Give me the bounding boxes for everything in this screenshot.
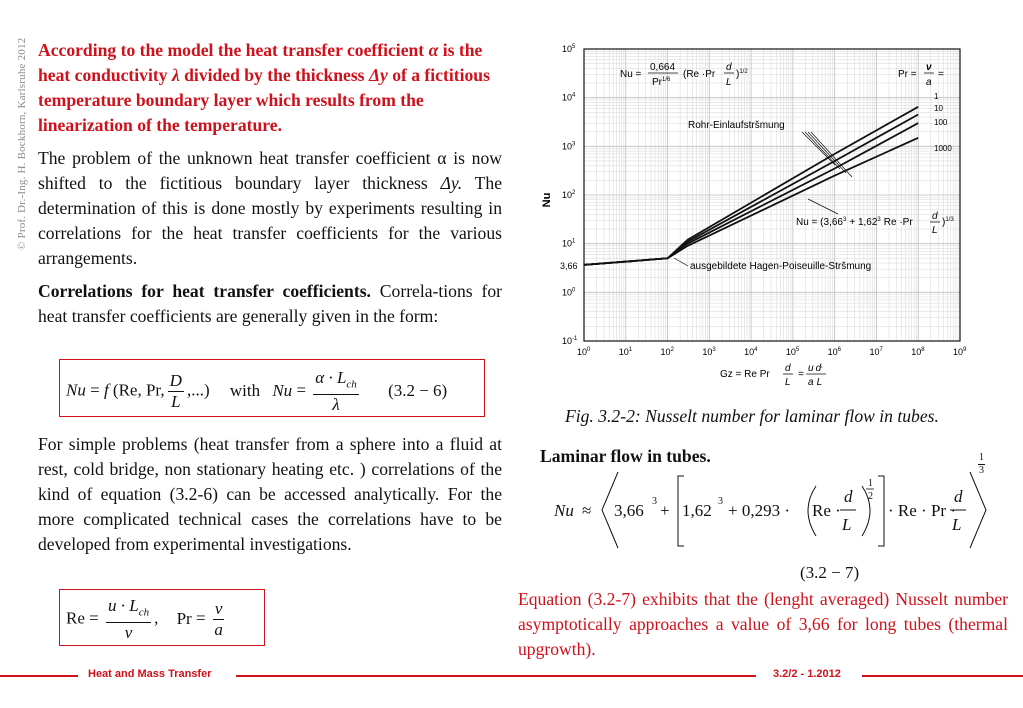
- re-den-nu: ν: [124, 623, 133, 643]
- x-tick-label: $10^1$: [618, 347, 633, 357]
- fb-exp: 1/3: [945, 217, 954, 223]
- y-axis-label: Nu: [541, 192, 553, 208]
- e7-plus1: +: [660, 501, 670, 520]
- laminar-title: Laminar flow in tubes.: [540, 446, 711, 466]
- eq-number-3-2-6: (3.2 − 6): [388, 380, 448, 400]
- e7-exponent-third: [978, 452, 985, 477]
- fb-cube1: 3: [842, 217, 847, 223]
- e7-approx: ≈: [582, 501, 592, 520]
- e7-half-den: 2: [868, 491, 873, 502]
- x-tick-label: $10^0$: [577, 347, 591, 357]
- frac-num-d: D: [169, 371, 182, 391]
- y-label-366: 3,66: [560, 261, 578, 271]
- e7-third-d: 3: [979, 465, 984, 476]
- e7-number: (3.2 − 7): [800, 563, 860, 582]
- lambda-symbol: λ: [171, 65, 180, 85]
- y-tick-label: $10^{-1}$: [562, 336, 578, 346]
- intro-text-2: is the heat conductivity: [38, 40, 483, 85]
- figure-caption: Fig. 3.2-2: Nusselt number for laminar flow in tubes.: [565, 406, 939, 426]
- annotation-rohr: Rohr-Einlaufstršmung: [688, 120, 785, 131]
- e7-third-n: 1: [979, 452, 984, 463]
- para1-text-c: The determination of this is done mostly by experiments resulting in correlations for the heat transfer coefficients for the various arrangements.: [38, 173, 503, 268]
- fraction-u-lch-over-nu: [106, 596, 151, 643]
- e7-162: 1,62: [682, 501, 712, 520]
- intro-paragraph: [38, 38, 502, 138]
- correlations-heading: Correlations for heat transfer coefficients.: [38, 281, 371, 301]
- x-axis-label: [720, 362, 826, 388]
- y-tick-label: $10^2$: [562, 190, 576, 200]
- re-equals: =: [89, 608, 99, 628]
- para1-text-a: The problem of the unknown heat transfer coefficient: [38, 148, 431, 168]
- pr-value-10: 10: [934, 104, 943, 113]
- equation-3-2-7: [548, 466, 1008, 586]
- ftd-exp: 1/6: [662, 77, 671, 83]
- pr-num-nu: ν: [214, 599, 223, 619]
- eq-nu-2: Nu: [272, 380, 293, 400]
- e7-cube1: 3: [652, 496, 657, 507]
- paragraph-boundary-layer: [38, 146, 502, 271]
- re-comma: ,: [154, 608, 159, 628]
- y-tick-label: $10^4$: [562, 92, 576, 103]
- x-tick-label: $10^4$: [744, 347, 758, 357]
- formula-top-rest: (Re ·Pr: [683, 69, 716, 80]
- frac-num-alpha-lch: [313, 368, 359, 395]
- intro-text-1: According to the model the heat transfer coefficient: [38, 40, 425, 60]
- fb-d: d: [932, 211, 938, 222]
- eq-f: f: [103, 380, 109, 400]
- y-tick-label: $10^1$: [562, 238, 576, 249]
- formula-top: [620, 62, 944, 88]
- x-l: L: [816, 377, 823, 388]
- x-d: d: [815, 363, 822, 374]
- footer-title: Heat and Mass Transfer: [88, 668, 212, 680]
- footer-line-middle: [236, 675, 756, 677]
- x-tick-label: $10^3$: [702, 347, 716, 357]
- paragraph-correlations: [38, 279, 502, 329]
- x-frac-l: L: [785, 377, 791, 388]
- para1-text-b: is now shifted to the fictitious boundary layer thickness: [38, 148, 502, 193]
- equation-box-3-2-6: [59, 359, 485, 417]
- x-a: a: [808, 377, 814, 388]
- eq-equals-2: =: [296, 380, 307, 400]
- pr-value-1: 1: [934, 92, 939, 101]
- e7-l2: L: [952, 515, 962, 534]
- hp-leader: [674, 258, 688, 266]
- svg-text:Nu =: Nu =: [620, 69, 642, 80]
- frac-den-lambda: λ: [332, 395, 340, 415]
- fb-a: Nu = (3,66: [796, 217, 843, 228]
- fb-text: [796, 217, 913, 228]
- intro-text-4: of a fictitious temperature boundary layer which results from the linearization of the temperature.: [38, 65, 490, 135]
- x-equals: =: [798, 369, 804, 380]
- re-num-text: u · L: [107, 596, 139, 615]
- e7-plus2: + 0,293 ·: [728, 501, 790, 520]
- ftd-pr: Pr: [652, 77, 662, 88]
- nusselt-chart: [540, 35, 980, 395]
- x-tick-label: $10^7$: [869, 347, 883, 357]
- pr-value-100: 100: [934, 118, 948, 127]
- eq-args-close: ,...): [186, 380, 210, 400]
- intro-text-3: divided by the thickness: [184, 65, 365, 85]
- annotation-hagen-poiseuille: ausgebildete Hagen-Poiseuille-Stršmung: [690, 261, 872, 272]
- ft-end: [736, 69, 748, 80]
- fraction-d-over-l: [168, 371, 184, 412]
- copyright-vertical: [0, 0, 28, 260]
- fb-leader: [808, 199, 838, 214]
- re-num: [106, 596, 151, 623]
- dy-symbol: Δy: [368, 65, 388, 85]
- formula-top-num: 0,664: [650, 62, 676, 73]
- fraction-alpha-lch-over-lambda: [313, 368, 359, 415]
- y-tick-label: $10^3$: [562, 141, 576, 152]
- e7-re-pr: · Re · Pr ·: [888, 501, 956, 520]
- eq-with: with: [229, 380, 261, 400]
- para1-dy: Δy.: [440, 173, 463, 193]
- x-frac-ud2: [808, 362, 823, 374]
- left-column-lower: [38, 432, 502, 565]
- footer-line-left: [0, 675, 78, 677]
- fraction-nu-over-a: [213, 599, 225, 640]
- x-tick-label: $10^2$: [660, 347, 674, 357]
- pr-equals: =: [195, 608, 206, 628]
- svg-text:=: =: [938, 69, 944, 80]
- y-tick-label: $10^5$: [562, 44, 576, 54]
- x-tick-label: $10^6$: [827, 347, 842, 357]
- e7-l1: L: [842, 515, 852, 534]
- e7-bracket-right: [878, 476, 884, 546]
- equation-box-re-pr: [59, 589, 265, 646]
- formula-top-den: [652, 77, 671, 88]
- pr-a: a: [926, 77, 932, 88]
- pr-label: Pr =: [898, 69, 917, 80]
- x-frac-al: [808, 377, 822, 388]
- e7-366: 3,66: [614, 501, 644, 520]
- alpha-symbol: α: [428, 40, 439, 60]
- paragraph-simple-problems: For simple problems (heat transfer from a sphere into a fluid at rest, cold bridge, non stationary heating etc. ) correlations of the kind of equation (3.2-6) can be accessed analytically. For the more complicated technical cases the correlations have to be developed from experimental investigations.: [38, 434, 502, 554]
- e7-angle-right: [970, 472, 986, 548]
- fb-cube2: 3: [877, 217, 881, 223]
- equation-3-2-6: [66, 368, 447, 415]
- e7-half-num: 1: [868, 478, 873, 489]
- x-u: u: [808, 363, 814, 374]
- ft-paren: ): [736, 69, 740, 80]
- footer-line-right: [862, 675, 1023, 677]
- x-axis-prefix: Gz = Re Pr: [720, 369, 770, 380]
- eq-args-open: (Re, Pr,: [112, 380, 165, 400]
- correlations-text: Correla-tions for heat transfer coefficients are generally given in the form:: [38, 281, 502, 326]
- fb-b: + 1,62: [849, 217, 878, 228]
- x-tick-label: $10^8$: [911, 347, 925, 357]
- eq-equals: =: [90, 380, 100, 400]
- frac-den-l: L: [171, 392, 181, 412]
- footer-page: 3.2/2 - 1.2012: [773, 668, 841, 680]
- x-tick-label: $10^5$: [785, 347, 800, 357]
- sub-ch: ch: [346, 378, 357, 391]
- e7-cube2: 3: [718, 496, 723, 507]
- pr-value-1000: 1000: [934, 144, 952, 153]
- fb-c: Re ·Pr: [883, 217, 913, 228]
- copyright-text: © Prof. Dr.-Ing. H. Bockhorn, Karlsruhe 2012: [16, 37, 28, 250]
- e7-d1: d: [844, 487, 853, 506]
- re-sub-ch: ch: [138, 606, 150, 619]
- fb-end: )$^{1/3}$: [942, 217, 954, 228]
- e7-re: Re ·: [812, 501, 841, 520]
- pr-den-a: a: [214, 620, 223, 640]
- equation-re-pr: [66, 596, 227, 643]
- x-frac-d: d: [785, 363, 791, 374]
- fb-l: L: [932, 225, 938, 236]
- red-note: Equation (3.2-7) exhibits that the (lenght averaged) Nusselt number asymptotically approaches a value of 3,66 for long tubes (thermal upgrowth).: [518, 589, 1008, 659]
- left-column: [38, 38, 502, 329]
- para1-alpha: α: [437, 148, 447, 168]
- ft-exp2: 1/2: [739, 69, 748, 75]
- pr-symbol: Pr: [176, 608, 192, 628]
- x-sq: ,: [821, 362, 824, 369]
- pr-nu: ν: [926, 62, 932, 73]
- ft-l: L: [726, 77, 732, 88]
- re-symbol: Re: [66, 608, 85, 628]
- num-alpha-l: α · L: [315, 368, 347, 387]
- e7-nu: Nu: [554, 501, 574, 520]
- x-tick-label: $10^9$: [953, 347, 967, 357]
- ft-d: d: [726, 62, 732, 73]
- e7-d2: d: [954, 487, 963, 506]
- eq-nu: Nu: [66, 380, 86, 400]
- y-tick-label: $10^0$: [562, 287, 576, 298]
